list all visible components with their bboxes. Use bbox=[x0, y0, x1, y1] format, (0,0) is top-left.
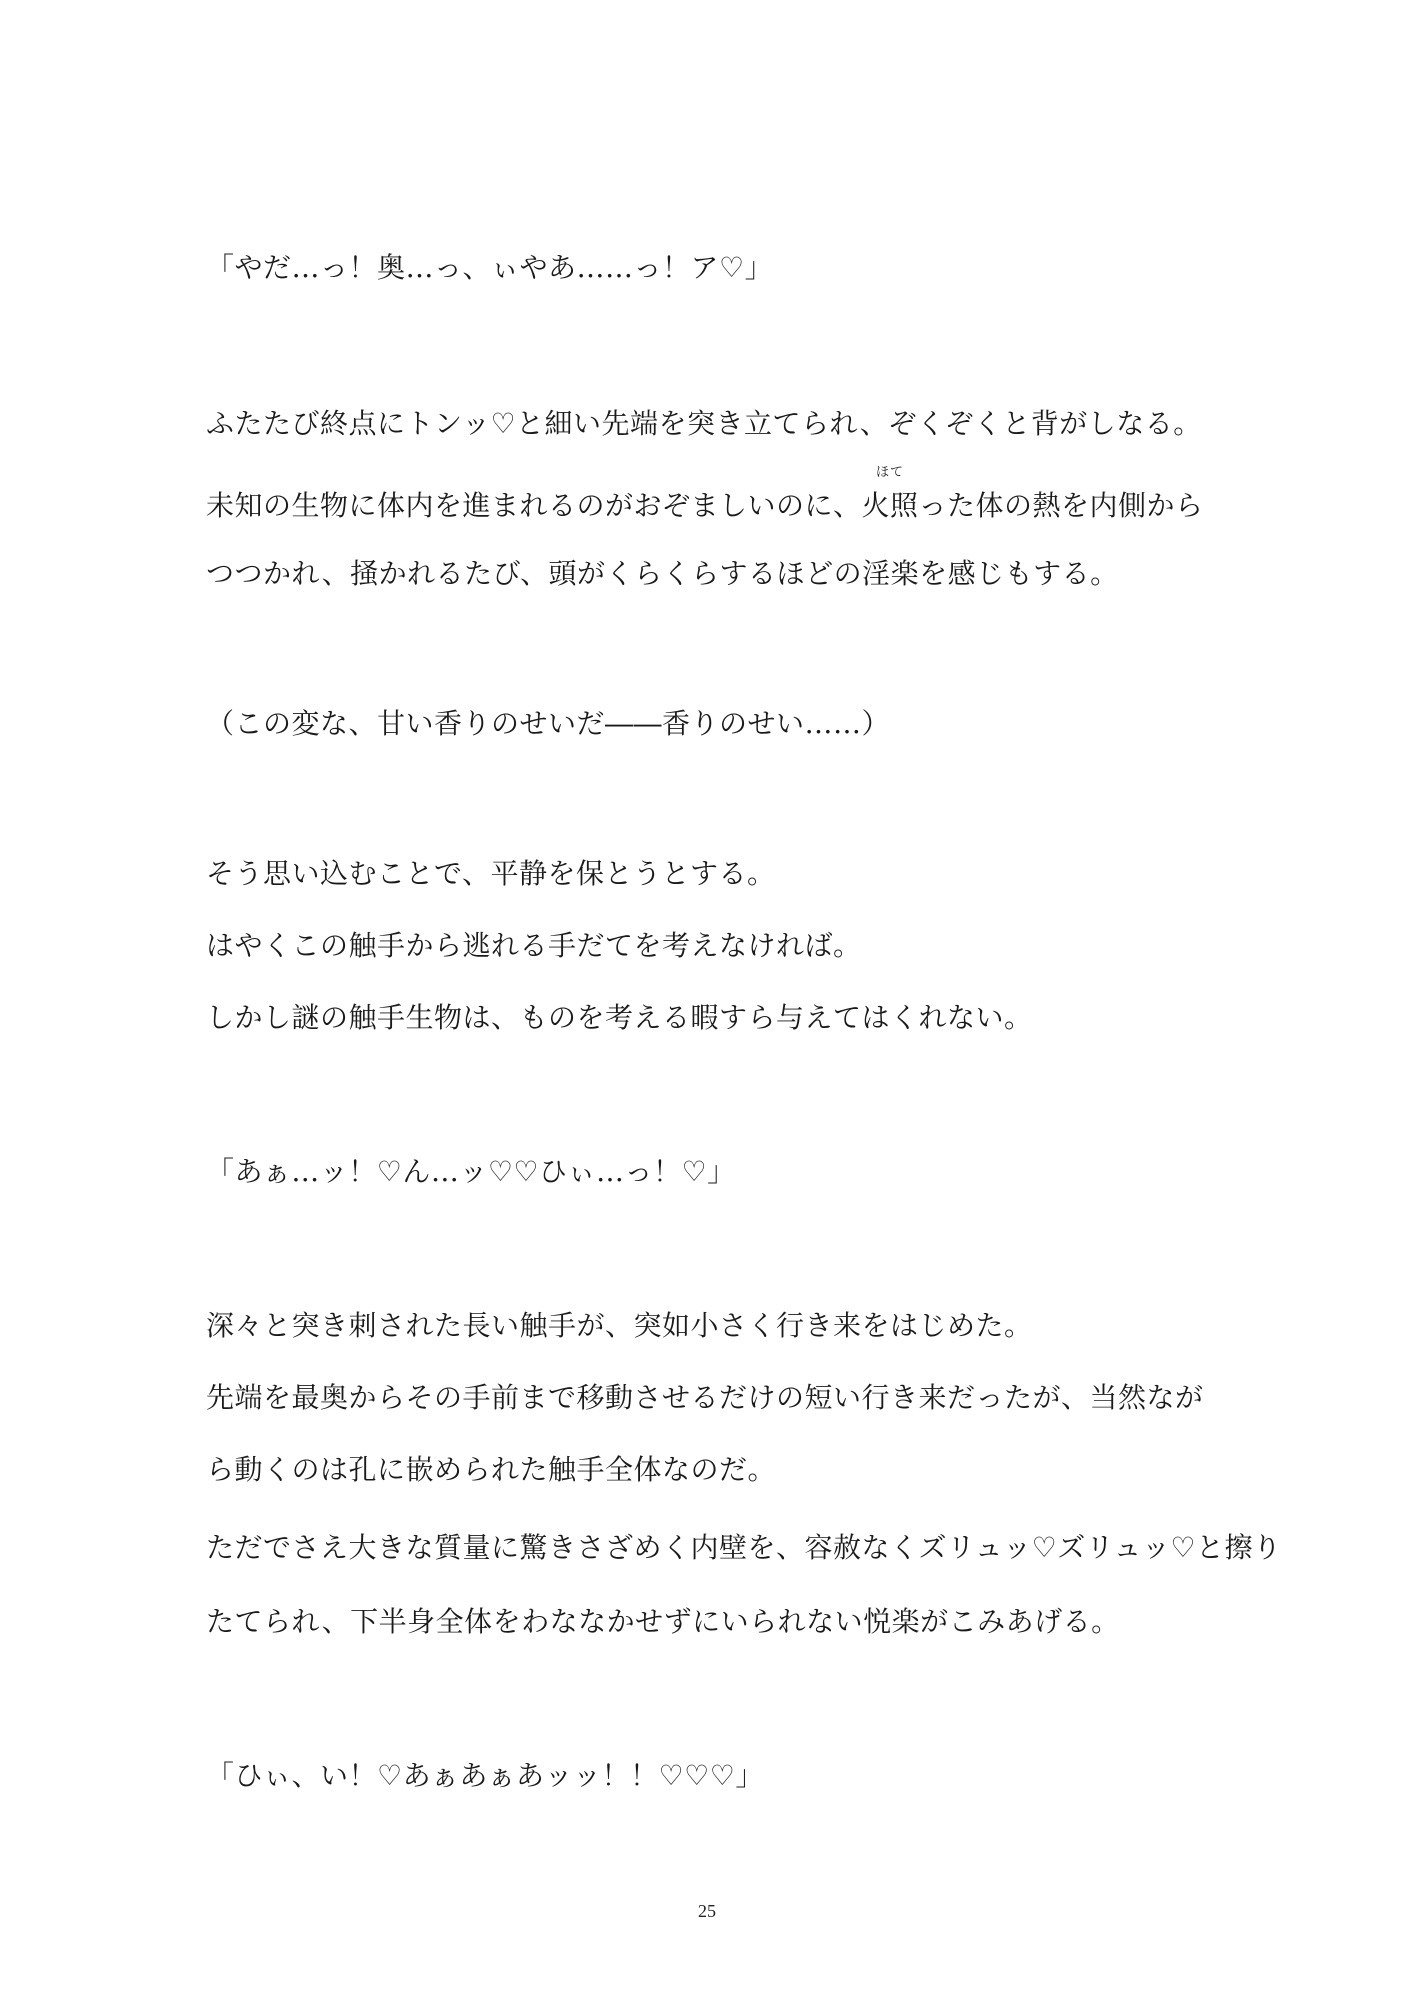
thought-line: （この変な、甘い香りのせいだ――香りのせい……） bbox=[206, 707, 891, 740]
page-number: 25 bbox=[698, 1901, 716, 1921]
narration-line: そう思い込むことで、平静を保とうとする。 bbox=[206, 857, 776, 890]
ruby-line-before: 未知の生物に体内を進まれるのがおぞましいのに、 bbox=[206, 489, 862, 522]
dialogue-line: 「やだ…っ！奥…っ、ぃやあ……っ！ア♡」 bbox=[206, 251, 774, 284]
narration-line: しかし謎の触手生物は、ものを考える暇すら与えてはくれない。 bbox=[206, 1001, 1033, 1034]
ruby-base-text: 火照 bbox=[861, 489, 919, 522]
narration-line: 先端を最奥からその手前まで移動させるだけの短い行き来だったが、当然なが bbox=[206, 1381, 1204, 1414]
dialogue-line: 「あぁ…ッ！♡ん…ッ♡♡ひぃ…っ！♡」 bbox=[206, 1155, 736, 1188]
narration-line-with-ruby bbox=[206, 465, 1226, 526]
ruby-line-after: った体の熱を内側から bbox=[918, 489, 1204, 522]
narration-line: たてられ、下半身全体をわななかせずにいられない悦楽がこみあげる。 bbox=[206, 1605, 1120, 1638]
narration-line: つつかれ、掻かれるたび、頭がくらくらするほどの淫楽を感じもする。 bbox=[206, 557, 1119, 590]
ruby-reading: ほて bbox=[876, 465, 905, 480]
dialogue-line: 「ひぃ、い！♡あぁあぁあッッ！！♡♡♡」 bbox=[206, 1759, 764, 1792]
narration-line: ら動くのは孔に嵌められた触手全体なのだ。 bbox=[206, 1453, 777, 1486]
narration-line: はやくこの触手から逃れる手だてを考えなければ。 bbox=[206, 929, 862, 962]
narration-line: ふたたび終点にトンッ♡と細い先端を突き立てられ、ぞくぞくと背がしなる。 bbox=[206, 407, 1202, 440]
narration-line: 深々と突き刺された長い触手が、突如小さく行き来をはじめた。 bbox=[206, 1309, 1033, 1342]
narration-line: ただでさえ大きな質量に驚きさざめく内壁を、容赦なくズリュッ♡ズリュッ♡と擦り bbox=[206, 1531, 1282, 1564]
ruby-word bbox=[861, 465, 919, 526]
